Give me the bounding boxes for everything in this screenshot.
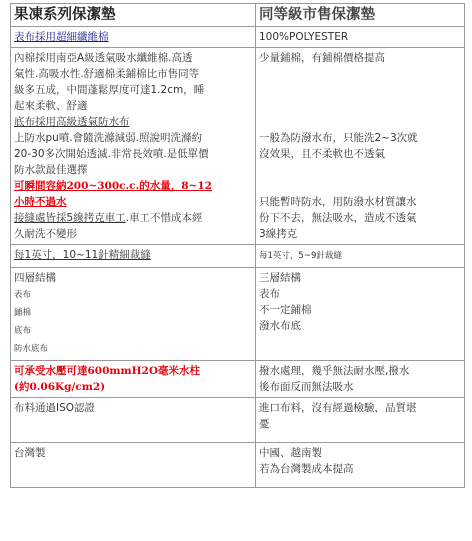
materials-right-cell bbox=[256, 48, 465, 245]
pressure-highlight: (約0.06Kg/cm2) bbox=[14, 381, 106, 393]
left-subtitle: 表布採用超細纖維棉 bbox=[14, 31, 109, 43]
pressure-highlight: 可承受水壓可達600mmH2O毫米水柱 bbox=[14, 365, 201, 377]
structure-left-cell bbox=[11, 268, 256, 361]
comparison-table bbox=[10, 3, 465, 488]
text-line: 3線拷克 bbox=[259, 228, 298, 240]
text-line: 起來柔軟、舒適 bbox=[14, 100, 88, 112]
text-line: 不一定鋪棉 bbox=[259, 304, 312, 316]
table-row bbox=[11, 443, 465, 488]
text-line: 撥水處理，幾乎無法耐水壓,撥水 bbox=[259, 365, 410, 377]
left-header-cell bbox=[11, 4, 256, 27]
stitch-right-cell bbox=[256, 245, 465, 268]
text-line: 內棉採用南亞A級透氣吸水纖維棉.高透 bbox=[14, 52, 193, 64]
text-line: 潑水布底 bbox=[259, 320, 301, 332]
structure-right-cell bbox=[256, 268, 465, 361]
stitch-line bbox=[14, 210, 252, 226]
text-line: 四層結構 bbox=[14, 272, 56, 284]
text-line: 若為台灣製成本提高 bbox=[259, 463, 354, 475]
cert-right-cell bbox=[256, 398, 465, 443]
text-line: 憂 bbox=[259, 418, 270, 430]
text-line: 進口布料，沒有經過檢驗，品質堪 bbox=[259, 402, 417, 414]
text-line: 氣性.高吸水性.舒適棉柔鋪棉比市售同等 bbox=[14, 68, 200, 80]
base-fabric-heading: 底布採用高級透氣防水布 bbox=[14, 116, 130, 128]
text-line: 表布 bbox=[259, 288, 280, 300]
stitch-rest: .車工不惜成本經 bbox=[125, 212, 203, 224]
text-line: 三層結構 bbox=[259, 272, 301, 284]
stitch-highlight: 接縫處皆採5線拷克車工 bbox=[14, 212, 126, 224]
left-subheader-cell bbox=[11, 27, 256, 48]
table-row bbox=[11, 48, 465, 245]
text-line: 底布 bbox=[14, 326, 32, 336]
table-row bbox=[11, 361, 465, 398]
spacer bbox=[259, 66, 461, 130]
right-subheader-cell bbox=[256, 27, 465, 48]
text-line: 只能暫時防水，用防潑水材質讓水 bbox=[259, 196, 417, 208]
origin-right-cell bbox=[256, 443, 465, 488]
right-header-cell bbox=[256, 4, 465, 27]
table-subheader-row bbox=[11, 27, 465, 48]
text-line: 少量鋪棉，有鋪棉價格提高 bbox=[259, 52, 385, 64]
text-line: 每1英寸，5~9針裁縫 bbox=[259, 251, 342, 261]
right-subtitle: 100%POLYESTER bbox=[259, 31, 349, 43]
right-header-title: 同等級市售保潔墊 bbox=[259, 6, 375, 23]
text-line: 防水底布 bbox=[14, 344, 49, 354]
text-line: 防水款最佳選擇 bbox=[14, 164, 88, 176]
stitch-left-cell bbox=[11, 245, 256, 268]
text-line: 久耐洗不變形 bbox=[14, 228, 77, 240]
text-line: 中國、越南製 bbox=[259, 447, 322, 459]
text-line: 鋪棉 bbox=[14, 308, 32, 318]
text-line: 沒效果，且不柔軟也不透氣 bbox=[259, 148, 385, 160]
table-row bbox=[11, 268, 465, 361]
cert-left-cell bbox=[11, 398, 256, 443]
pressure-left-cell bbox=[11, 361, 256, 398]
table-row bbox=[11, 398, 465, 443]
text-line: 一般為防潑水布，只能洗2~3次就 bbox=[259, 132, 418, 144]
text-line: 份下不去，無法吸水，造成不透氣 bbox=[259, 212, 417, 224]
pressure-right-cell bbox=[256, 361, 465, 398]
left-header-title: 果凍系列保潔墊 bbox=[14, 6, 116, 23]
spacer bbox=[259, 162, 461, 194]
text-line: 20-30多次開始透滅.非常長效噴.是低單價 bbox=[14, 148, 209, 160]
text-line: 上防水pu噴.會隨洗滌減弱.照說明洗滌約 bbox=[14, 132, 202, 144]
text-line: 每1英寸，10~11針精細裁縫 bbox=[14, 249, 151, 261]
origin-left-cell bbox=[11, 443, 256, 488]
materials-left-cell bbox=[11, 48, 256, 245]
text-line: 級多五成，中間蓬鬆厚度可達1.2cm，睡 bbox=[14, 84, 205, 96]
text-line: 布料通過ISO認證 bbox=[14, 402, 96, 414]
table-row bbox=[11, 245, 465, 268]
capacity-highlight: 小時不過水 bbox=[14, 196, 67, 208]
table-header-row bbox=[11, 4, 465, 27]
text-line: 後布面反而無法吸水 bbox=[259, 381, 354, 393]
text-line: 表布 bbox=[14, 290, 32, 300]
capacity-highlight: 可瞬間容納200~300c.c.的水量，8~12 bbox=[14, 180, 212, 192]
text-line: 台灣製 bbox=[14, 447, 46, 459]
